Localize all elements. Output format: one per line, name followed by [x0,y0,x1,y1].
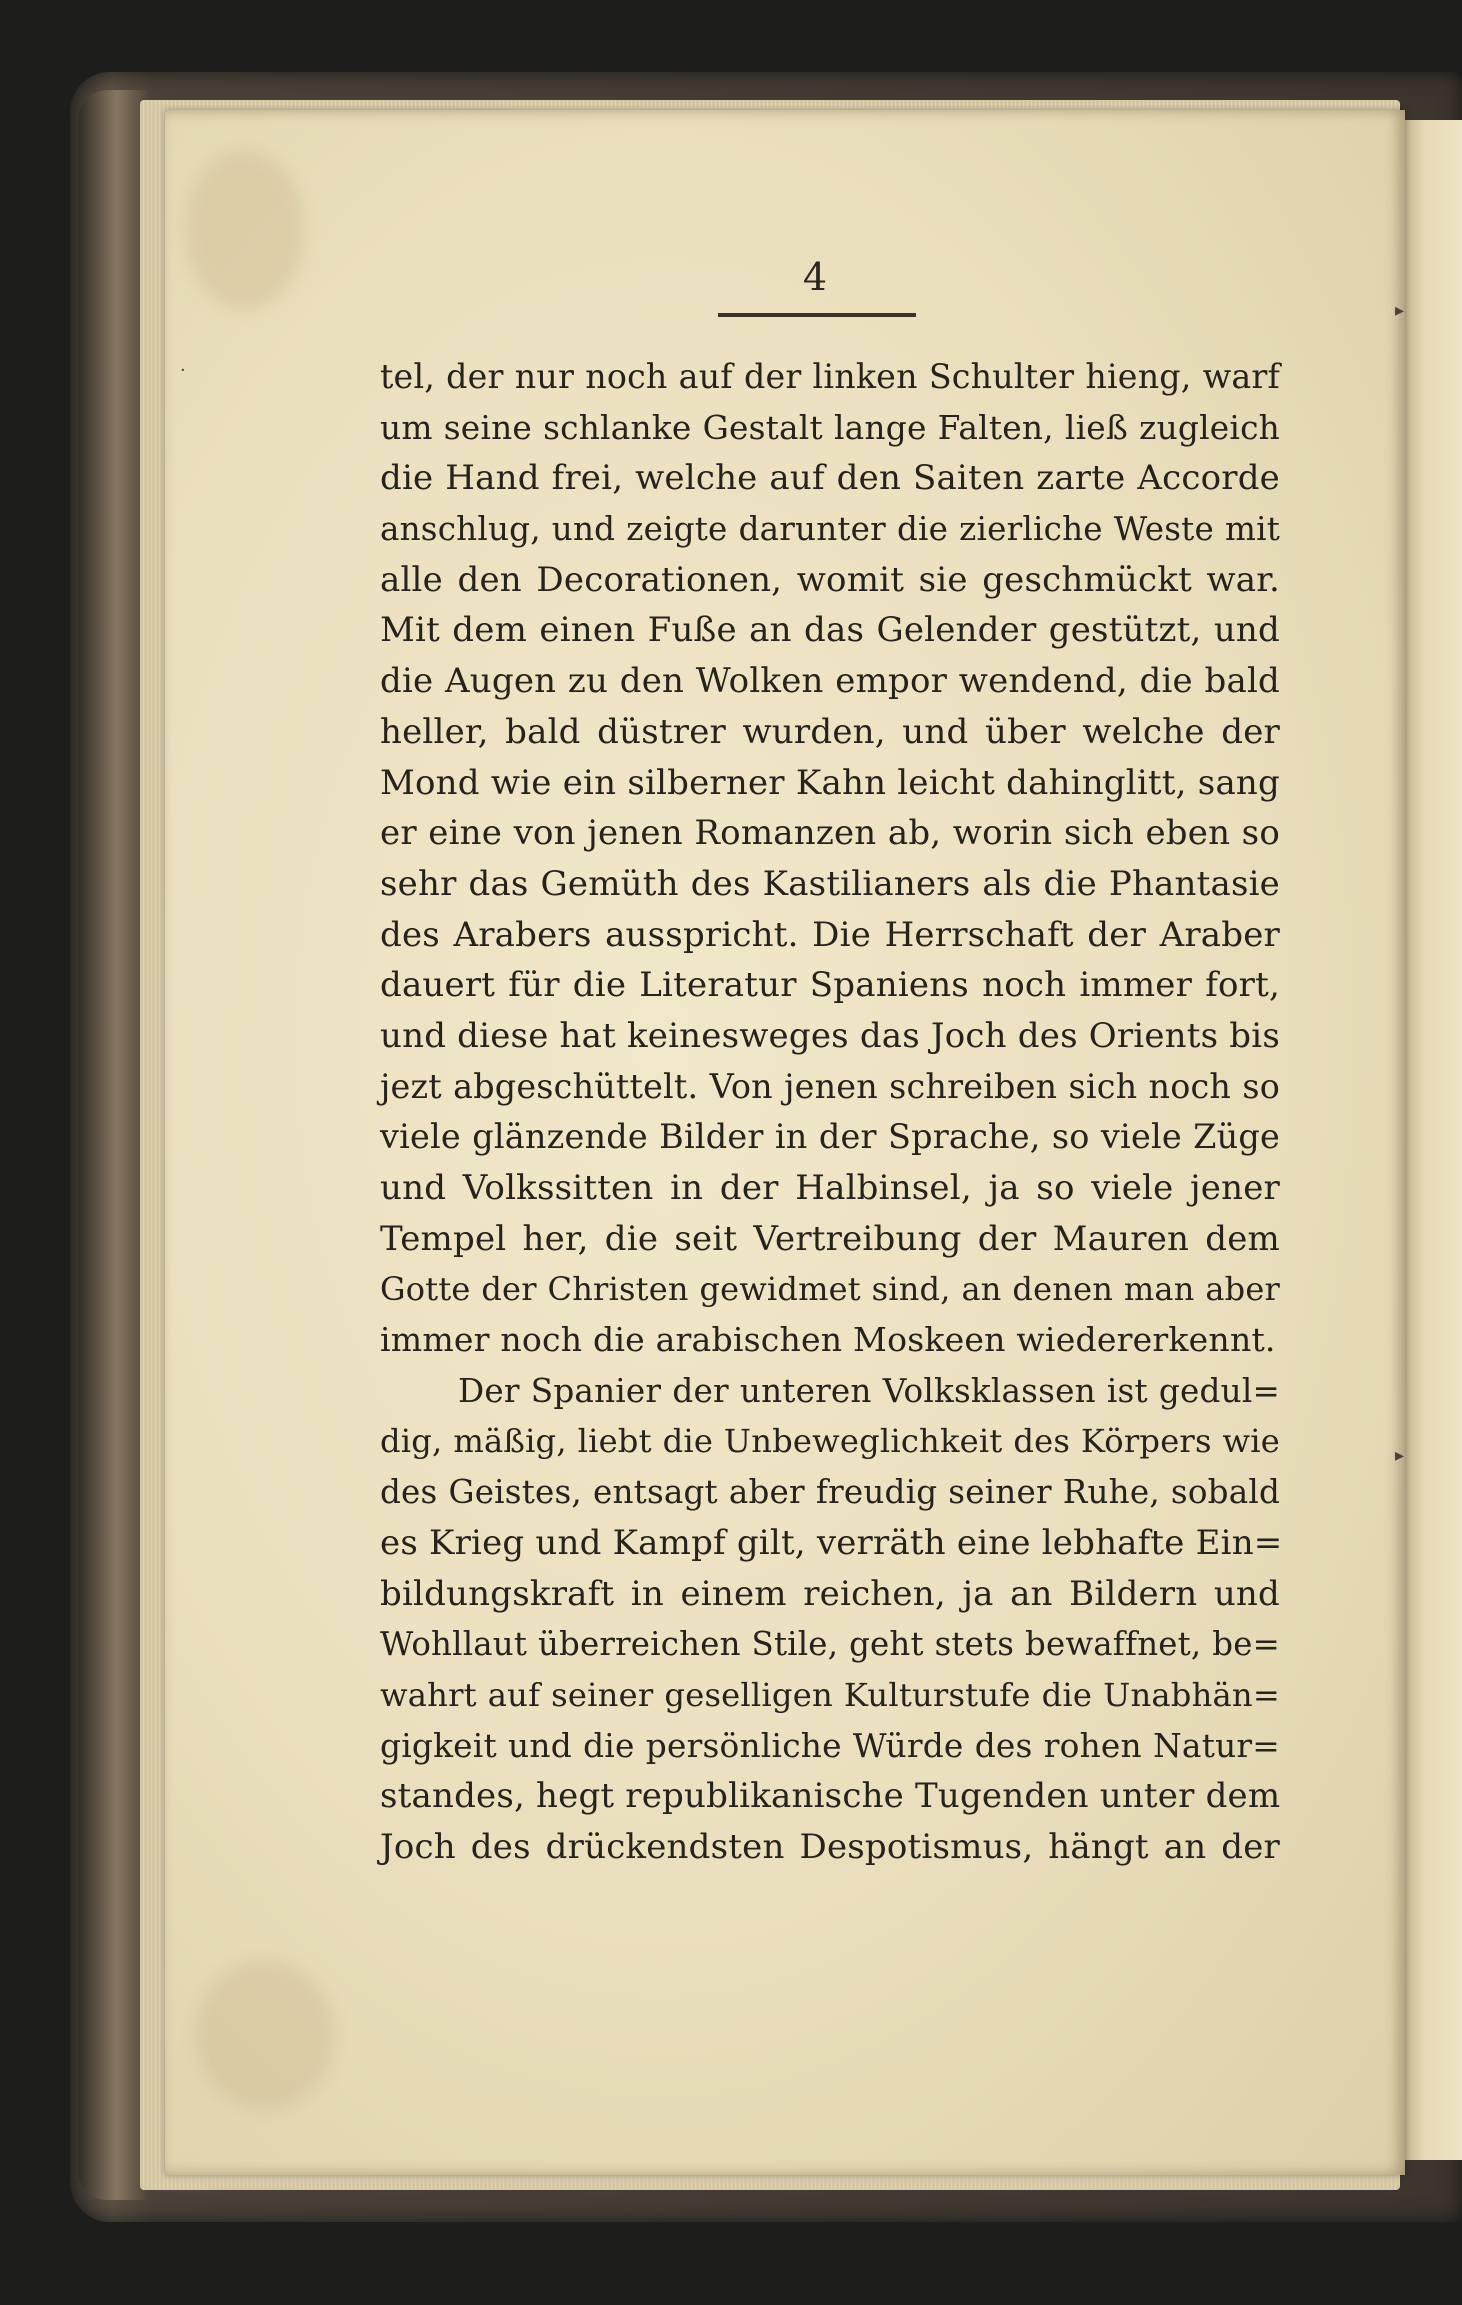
text-line: immer noch die arabischen Moskeen wiedererkennt. [380,1320,1276,1360]
text-line: alle den Decorationen, womit sie geschmückt war. [380,559,1280,600]
text-line: Mit dem einen Fuße an das Gelender gestützt, und [380,610,1280,651]
text-line: Tempel her, die seit Vertreibung der Mauren dem [380,1218,1280,1259]
header-rule [718,313,916,317]
text-line: Gotte der Christen gewidmet sind, an denen man aber [380,1270,1280,1309]
text-line: die Augen zu den Wolken empor wendend, die bald [380,661,1280,702]
text-line: des Arabers ausspricht. Die Herrschaft der Araber [380,914,1280,955]
text-line: wahrt auf seiner geselligen Kulturstufe die Unabhän= [380,1675,1280,1714]
text-line: dauert für die Literatur Spaniens noch immer fort, [380,965,1280,1006]
ink-speck: ▸ [1395,1445,1405,1466]
facing-page-edge [1400,120,1462,2160]
ink-speck: ▸ [1395,300,1405,321]
text-line: Mond wie ein silberner Kahn leicht dahinglitt, sang [380,762,1280,803]
text-line: und Volkssitten in der Halbinsel, ja so viele jener [380,1168,1280,1208]
text-line: bildungskraft in einem reichen, ja an Bildern und [380,1573,1280,1614]
text-line: er eine von jenen Romanzen ab, worin sich eben so [380,813,1280,854]
book-spine [78,90,148,2200]
ink-speck: · [180,360,186,381]
text-line: Wohllaut überreichen Stile, geht stets bewaffnet, be= [380,1625,1280,1664]
text-line: um seine schlanke Gestalt lange Falten, ließ zugleich [380,408,1280,447]
text-line: heller, bald düstrer wurden, und über welche der [380,711,1280,752]
text-line: viele glänzende Bilder in der Sprache, so viele Züge [380,1117,1280,1157]
text-line: die Hand frei, welche auf den Saiten zarte Accorde [380,458,1280,499]
text-line: sehr das Gemüth des Kastilianers als die Phantasie [380,863,1280,904]
page-number: 4 [802,255,828,299]
text-line: des Geistes, entsagt aber freudig seiner Ruhe, sobald [380,1473,1280,1512]
text-line: standes, hegt republikanische Tugenden unter dem [380,1776,1281,1817]
text-line: gigkeit und die persönliche Würde des rohen Natur= [380,1726,1280,1765]
paper-stain [195,1960,335,2110]
text-line: jezt abgeschüttelt. Von jenen schreiben sich noch so [380,1066,1280,1106]
text-line: tel, der nur noch auf der linken Schulter hieng, warf [380,357,1280,396]
text-line: und diese hat keinesweges das Joch des Orients bis [380,1015,1280,1056]
text-line: anschlug, und zeigte darunter die zierliche Weste mit [380,510,1280,549]
paragraph-start-line: Der Spanier der unteren Volksklassen ist gedul= [458,1371,1280,1410]
body-text [380,352,1283,1873]
text-line: Joch des drückendsten Despotismus, hängt an der [380,1826,1280,1867]
text-line: es Krieg und Kampf gilt, verräth eine lebhafte Ein= [380,1522,1283,1563]
text-line: dig, mäßig, liebt die Unbeweglichkeit des Körpers wie [380,1422,1280,1461]
paper-stain [185,150,305,310]
